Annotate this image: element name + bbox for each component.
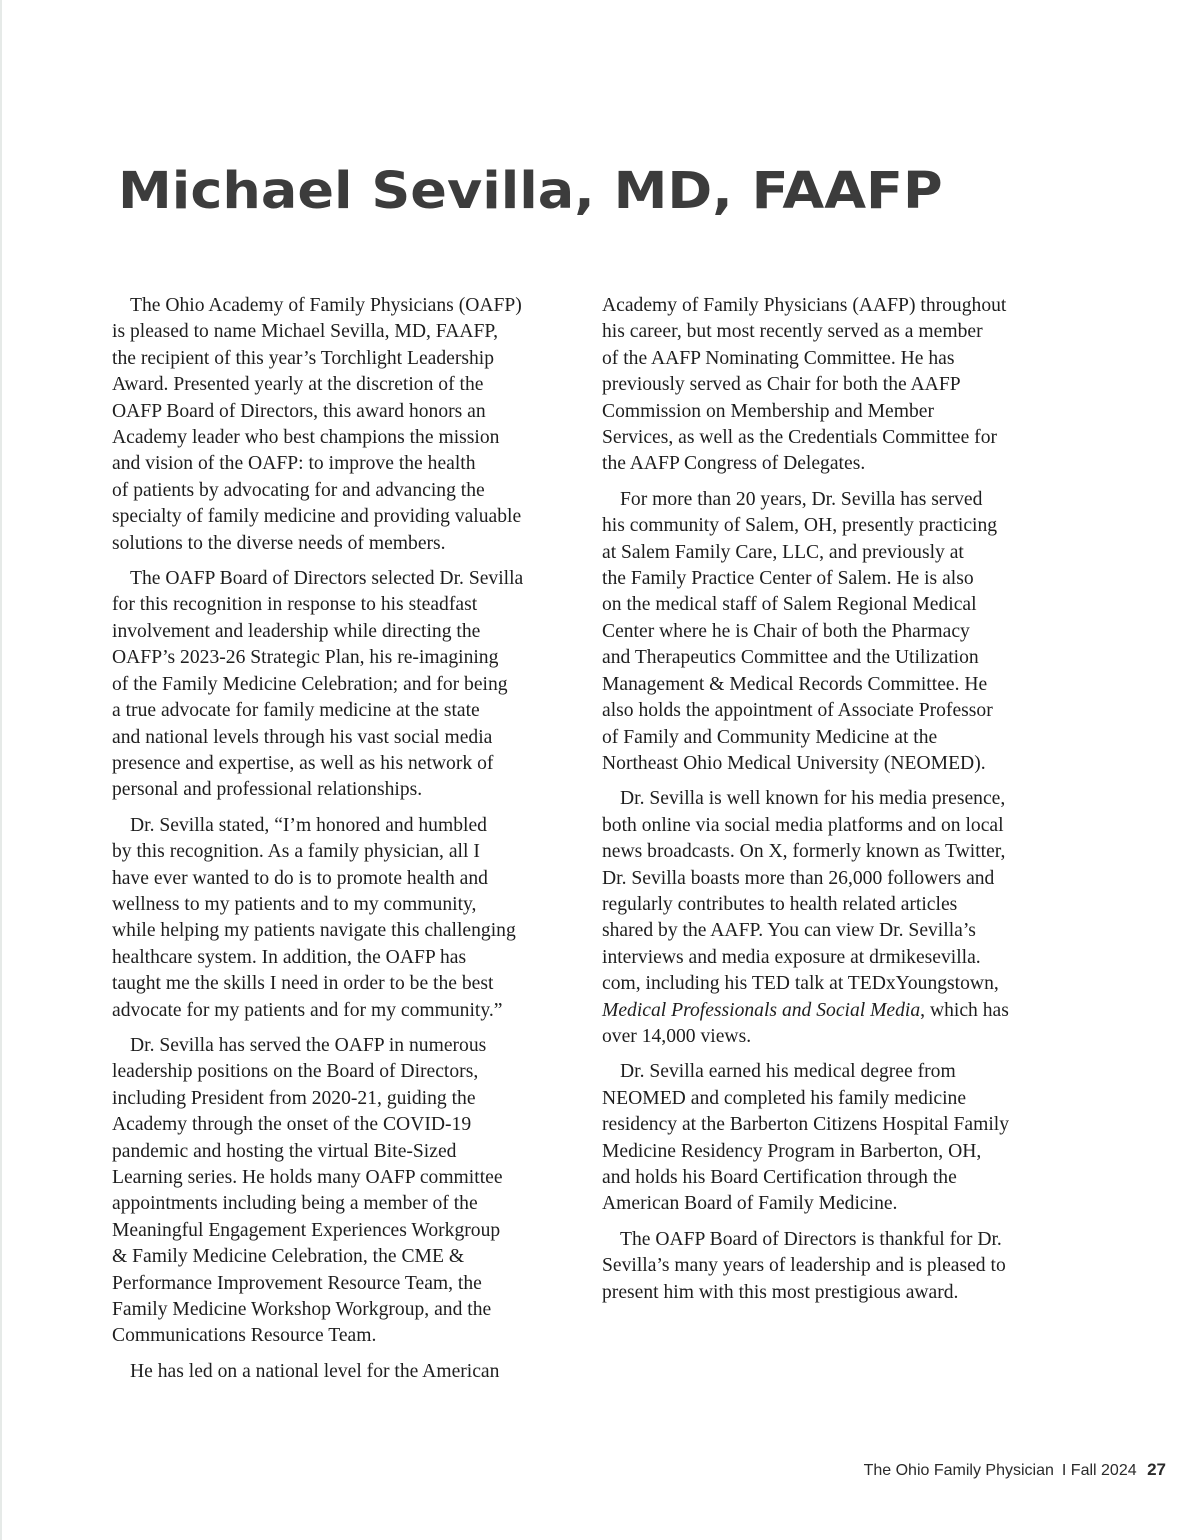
paragraph-line: of the Family Medicine Celebration; and for being: [112, 673, 508, 695]
ted-talk-suffix: , which has: [920, 999, 1009, 1021]
paragraph: [112, 813, 574, 1024]
footer-separator: I: [1061, 1462, 1067, 1479]
paragraph: [112, 293, 574, 557]
paragraph-line: personal and professional relationships.: [112, 779, 423, 801]
paragraph-line: OAFP’s 2023-26 Strategic Plan, his re-imagining: [112, 647, 499, 669]
paragraph-line: residency at the Barberton Citizens Hospital Family: [602, 1114, 1010, 1136]
paragraph-line: Management & Medical Records Committee. He: [602, 673, 988, 695]
paragraph-closing: [602, 1227, 1072, 1306]
paragraph-line: Dr. Sevilla boasts more than 26,000 followers and: [602, 867, 995, 889]
paragraph-line: by this recognition. As a family physician, all I: [112, 841, 480, 863]
paragraph-line: healthcare system. In addition, the OAFP has: [112, 946, 467, 968]
paragraph-line: interviews and media exposure at drmikesevilla.: [602, 946, 981, 968]
paragraph-education: [602, 1059, 1072, 1217]
paragraph-line: Communications Resource Team.: [112, 1325, 377, 1347]
paragraph-line: leadership positions on the Board of Directors,: [112, 1061, 479, 1083]
paragraph-line: Academy leader who best champions the mission: [112, 427, 500, 449]
paragraph-line: wellness to my patients and to my community,: [112, 893, 477, 915]
paragraph-line: shared by the AAFP. You can view Dr. Sevilla’s: [602, 920, 976, 942]
paragraph-line: American Board of Family Medicine.: [602, 1193, 898, 1215]
paragraph-line: Dr. Sevilla has served the OAFP in numerous: [130, 1034, 487, 1056]
right-column: [602, 293, 1072, 1315]
paragraph-line: Family Medicine Workshop Workgroup, and the: [112, 1299, 492, 1321]
paragraph-line: the Family Practice Center of Salem. He is also: [602, 568, 974, 590]
paragraph-line: for this recognition in response to his steadfast: [112, 594, 478, 616]
paragraph-line: of patients by advocating for and advancing the: [112, 479, 485, 501]
paragraph-line: For more than 20 years, Dr. Sevilla has served: [620, 488, 983, 510]
paragraph-line: have ever wanted to do is to promote health and: [112, 867, 488, 889]
paragraph-line: at Salem Family Care, LLC, and previously at: [602, 541, 964, 563]
paragraph-media: [602, 786, 1072, 1050]
paragraph-line: specialty of family medicine and providing valuable: [112, 506, 522, 528]
paragraph-line: presence and expertise, as well as his network of: [112, 752, 494, 774]
page-number: 27: [1147, 1460, 1166, 1479]
paragraph-line: solutions to the diverse needs of members.: [112, 532, 446, 554]
paragraph-line: news broadcasts. On X, formerly known as Twitter,: [602, 841, 1006, 863]
paragraph-line: over 14,000 views.: [602, 1025, 752, 1047]
paragraph-line: advocate for my patients and for my community.”: [112, 999, 503, 1021]
paragraph-line: Northeast Ohio Medical University (NEOMED).: [602, 752, 986, 774]
paragraph-line: pandemic and hosting the virtual Bite-Sized: [112, 1140, 457, 1162]
paragraph-line: Dr. Sevilla stated, “I’m honored and humbled: [130, 814, 487, 836]
paragraph-line: & Family Medicine Celebration, the CME &: [112, 1246, 465, 1268]
paragraph-line: NEOMED and completed his family medicine: [602, 1087, 967, 1109]
paragraph-line: the AAFP Congress of Delegates.: [602, 453, 866, 475]
paragraph-community: [602, 487, 1072, 777]
paragraph-line: com, including his TED talk at TEDxYoungstown,: [602, 973, 999, 995]
paragraph-line: Dr. Sevilla is well known for his media presence,: [620, 788, 1006, 810]
paragraph-line: The OAFP Board of Directors is thankful for Dr.: [620, 1228, 1002, 1250]
ted-talk-title: Medical Professionals and Social Media: [602, 999, 921, 1021]
paragraph-line: OAFP Board of Directors, this award honors an: [112, 400, 486, 422]
paragraph-line: Center where he is Chair of both the Pharmacy: [602, 620, 970, 642]
paragraph-line: Medicine Residency Program in Barberton, OH,: [602, 1140, 982, 1162]
article-title: Michael Sevilla, MD, FAAFP: [118, 162, 943, 221]
paragraph-aafp-service: [602, 293, 1072, 478]
paragraph-line: Performance Improvement Resource Team, the: [112, 1272, 482, 1294]
paragraph-line: involvement and leadership while directing the: [112, 620, 481, 642]
paragraph: [112, 1359, 574, 1385]
paragraph-line: and national levels through his vast social media: [112, 726, 493, 748]
paragraph-line: and vision of the OAFP: to improve the health: [112, 453, 476, 475]
paragraph-line: The Ohio Academy of Family Physicians (OAFP): [130, 295, 522, 316]
paragraph-line: He has led on a national level for the American: [130, 1360, 500, 1382]
paragraph-line: present him with this most prestigious award.: [602, 1281, 959, 1303]
paragraph-line: both online via social media platforms and on local: [602, 814, 1004, 836]
paragraph-line: taught me the skills I need in order to be the best: [112, 973, 494, 995]
left-column: [112, 293, 574, 1394]
paragraph-line: of the AAFP Nominating Committee. He has: [602, 347, 955, 369]
paragraph-line: appointments including being a member of the: [112, 1193, 478, 1215]
paragraph-line: his community of Salem, OH, presently practicing: [602, 515, 998, 537]
publication-name: The Ohio Family Physician: [863, 1462, 1054, 1479]
paragraph-line: Commission on Membership and Member: [602, 400, 934, 422]
paragraph-line: including President from 2020-21, guiding the: [112, 1087, 476, 1109]
paragraph-line: Sevilla’s many years of leadership and is pleased to: [602, 1255, 1006, 1277]
paragraph-line: while helping my patients navigate this challenging: [112, 920, 516, 942]
paragraph-line: is pleased to name Michael Sevilla, MD, FAAFP,: [112, 321, 499, 343]
paragraph-line: Dr. Sevilla earned his medical degree from: [620, 1061, 956, 1083]
page-edge: [0, 0, 2, 1540]
paragraph-line: and holds his Board Certification through the: [602, 1167, 957, 1188]
paragraph-line: the recipient of this year’s Torchlight Leadership: [112, 347, 495, 369]
paragraph-line: his career, but most recently served as a member: [602, 321, 983, 343]
paragraph-line: of Family and Community Medicine at the: [602, 726, 938, 748]
paragraph-line: Award. Presented yearly at the discretion of the: [112, 374, 484, 396]
paragraph: [112, 1033, 574, 1350]
paragraph-line: also holds the appointment of Associate Professor: [602, 700, 993, 722]
paragraph: [112, 566, 574, 804]
paragraph-line: Academy through the onset of the COVID-19: [112, 1114, 472, 1136]
paragraph-line: Academy of Family Physicians (AAFP) throughout: [602, 295, 1007, 316]
paragraph-line: a true advocate for family medicine at the state: [112, 700, 480, 722]
paragraph-line: on the medical staff of Salem Regional Medical: [602, 594, 977, 616]
issue-label: Fall 2024: [1070, 1462, 1137, 1479]
paragraph-line: Meaningful Engagement Experiences Workgroup: [112, 1219, 501, 1241]
paragraph-line: Services, as well as the Credentials Committee for: [602, 427, 998, 449]
paragraph-line: regularly contributes to health related articles: [602, 893, 958, 915]
paragraph-line: The OAFP Board of Directors selected Dr. Sevilla: [130, 568, 524, 590]
page-footer: [864, 1460, 1166, 1480]
paragraph-line: and Therapeutics Committee and the Utilization: [602, 647, 979, 669]
paragraph-line: previously served as Chair for both the AAFP: [602, 374, 961, 396]
paragraph-line: Learning series. He holds many OAFP committee: [112, 1167, 503, 1188]
